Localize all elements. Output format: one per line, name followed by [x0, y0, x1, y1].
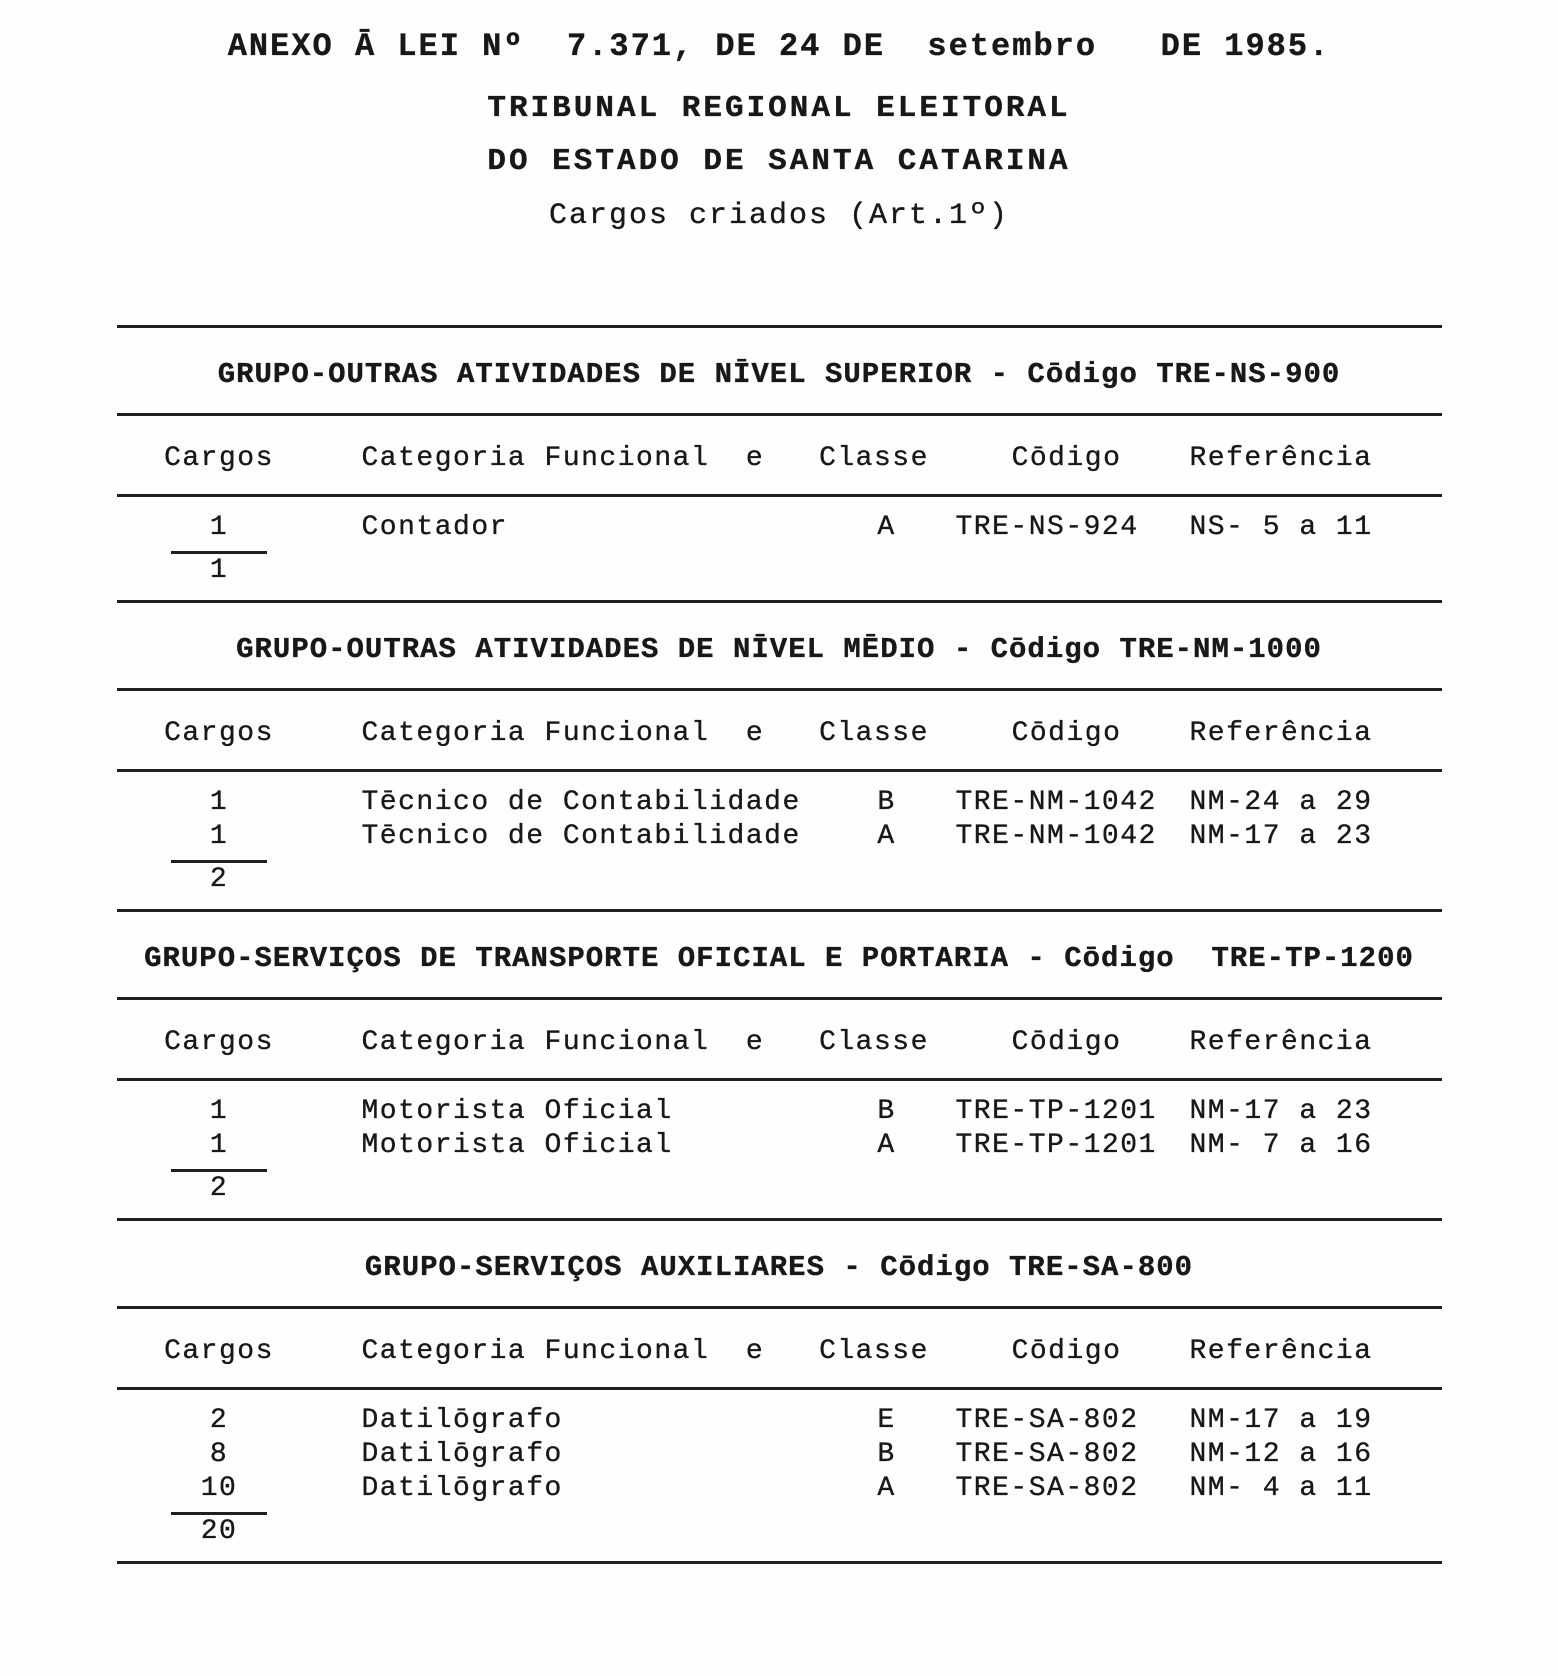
- col-header-cargos: Cargos: [164, 443, 274, 474]
- cell-codigo: TRE-SA-802: [955, 1405, 1139, 1436]
- cell-codigo: TRE-TP-1201: [955, 1130, 1157, 1161]
- col-header-categoria-classe: Categoria Funcional e Classe: [361, 718, 929, 749]
- col-header-codigo: Cōdigo: [1011, 443, 1122, 474]
- cell-classe: B: [877, 787, 896, 818]
- col-header-codigo: Cōdigo: [1011, 1336, 1122, 1367]
- cell-referencia: NM-24 a 29: [1189, 787, 1373, 818]
- cell-cargos: 1: [209, 787, 229, 818]
- group-title: GRUPO-OUTRAS ATIVIDADES DE NĪVEL MĒDIO - Cōdigo TRE-NM-1000: [236, 633, 1322, 666]
- horizontal-rule: [117, 1306, 1442, 1309]
- col-header-referencia: Referência: [1189, 718, 1373, 749]
- cell-classe: A: [877, 1130, 896, 1161]
- column-header-row: [117, 717, 1442, 751]
- horizontal-rule: [117, 909, 1442, 912]
- horizontal-rule: [117, 413, 1442, 416]
- cell-codigo: TRE-NM-1042: [955, 821, 1157, 852]
- document-body: [117, 325, 1442, 1564]
- cell-codigo: TRE-SA-802: [955, 1473, 1139, 1504]
- col-header-cargos: Cargos: [164, 718, 274, 749]
- col-header-cargos: Cargos: [164, 1336, 274, 1367]
- group-section-servicos-auxiliares: [117, 1251, 1442, 1564]
- subtitle-cargos-criados: Cargos criados (Art.1º): [548, 199, 1010, 233]
- table-rows: [117, 1404, 1442, 1506]
- cell-classe: B: [877, 1096, 896, 1127]
- col-header-categoria-classe: Categoria Funcional e Classe: [361, 1336, 929, 1367]
- org-name-line2: DO ESTADO DE SANTA CATARINA: [487, 144, 1071, 179]
- group-title: GRUPO-SERVIÇOS DE TRANSPORTE OFICIAL E PORTARIA - Cōdigo TRE-TP-1200: [144, 942, 1414, 975]
- col-header-codigo: Cōdigo: [1011, 718, 1122, 749]
- cell-cargos: 8: [209, 1439, 229, 1470]
- horizontal-rule: [117, 688, 1442, 691]
- cell-categoria: Tēcnico de Contabilidade: [361, 821, 801, 852]
- cell-cargos: 1: [209, 512, 229, 543]
- section-total: 20: [200, 1516, 238, 1547]
- cell-classe: A: [877, 1473, 896, 1504]
- table-row: [117, 511, 1442, 545]
- section-total-block: [117, 860, 322, 897]
- horizontal-rule: [117, 1078, 1442, 1081]
- cell-categoria: Motorista Oficial: [361, 1096, 673, 1127]
- cell-codigo: TRE-TP-1201: [955, 1096, 1157, 1127]
- horizontal-rule: [117, 1387, 1442, 1390]
- org-name-line1: TRIBUNAL REGIONAL ELEITORAL: [487, 91, 1071, 126]
- table-rows: [117, 1095, 1442, 1163]
- col-header-referencia: Referência: [1189, 443, 1373, 474]
- section-total-block: [117, 1512, 322, 1549]
- group-section-nivel-superior: [117, 358, 1442, 603]
- col-header-categoria-classe: Categoria Funcional e Classe: [361, 443, 929, 474]
- group-section-nivel-medio: [117, 633, 1442, 912]
- col-header-cargos: Cargos: [164, 1027, 274, 1058]
- table-row: [117, 1404, 1442, 1438]
- column-header-row: [117, 442, 1442, 476]
- section-total-block: [117, 551, 322, 588]
- horizontal-rule: [117, 1218, 1442, 1221]
- horizontal-rule: [117, 325, 1442, 328]
- cell-cargos: 1: [209, 1130, 229, 1161]
- annex-title: ANEXO Ā LEI Nº 7.371, DE 24 DE setembro DE 1985.: [227, 28, 1331, 65]
- cell-referencia: NM- 7 a 16: [1189, 1130, 1373, 1161]
- table-row: [117, 786, 1442, 820]
- cell-categoria: Datilōgrafo: [361, 1405, 563, 1436]
- section-total: 2: [209, 864, 229, 895]
- horizontal-rule: [117, 1561, 1442, 1564]
- cell-codigo: TRE-NS-924: [955, 512, 1139, 543]
- column-header-row: [117, 1026, 1442, 1060]
- col-header-referencia: Referência: [1189, 1336, 1373, 1367]
- horizontal-rule: [117, 494, 1442, 497]
- cell-referencia: NM-12 a 16: [1189, 1439, 1373, 1470]
- col-header-categoria-classe: Categoria Funcional e Classe: [361, 1027, 929, 1058]
- cell-classe: B: [877, 1439, 896, 1470]
- cell-classe: E: [877, 1405, 896, 1436]
- horizontal-rule: [117, 600, 1442, 603]
- table-row: [117, 820, 1442, 854]
- cell-cargos: 1: [209, 821, 229, 852]
- cell-codigo: TRE-NM-1042: [955, 787, 1157, 818]
- table-rows: [117, 786, 1442, 854]
- table-row: [117, 1129, 1442, 1163]
- cell-codigo: TRE-SA-802: [955, 1439, 1139, 1470]
- cell-categoria: Contador: [361, 512, 508, 543]
- column-header-row: [117, 1335, 1442, 1369]
- table-row: [117, 1095, 1442, 1129]
- cell-referencia: NM-17 a 23: [1189, 821, 1373, 852]
- cell-classe: A: [877, 512, 896, 543]
- cell-categoria: Motorista Oficial: [361, 1130, 673, 1161]
- section-total: 2: [209, 1173, 229, 1204]
- col-header-codigo: Cōdigo: [1011, 1027, 1122, 1058]
- group-section-transporte-portaria: [117, 942, 1442, 1221]
- table-rows: [117, 511, 1442, 545]
- horizontal-rule: [117, 997, 1442, 1000]
- col-header-referencia: Referência: [1189, 1027, 1373, 1058]
- cell-cargos: 1: [209, 1096, 229, 1127]
- cell-referencia: NM- 4 a 11: [1189, 1473, 1373, 1504]
- cell-cargos: 2: [209, 1405, 229, 1436]
- table-row: [117, 1472, 1442, 1506]
- cell-referencia: NS- 5 a 11: [1189, 512, 1373, 543]
- cell-categoria: Datilōgrafo: [361, 1439, 563, 1470]
- table-row: [117, 1438, 1442, 1472]
- group-title: GRUPO-SERVIÇOS AUXILIARES - Cōdigo TRE-SA-800: [364, 1251, 1194, 1284]
- section-total-block: [117, 1169, 322, 1206]
- group-title: GRUPO-OUTRAS ATIVIDADES DE NĪVEL SUPERIOR - Cōdigo TRE-NS-900: [217, 358, 1341, 391]
- cell-cargos: 10: [200, 1473, 238, 1504]
- cell-classe: A: [877, 821, 896, 852]
- cell-categoria: Datilōgrafo: [361, 1473, 563, 1504]
- cell-categoria: Tēcnico de Contabilidade: [361, 787, 801, 818]
- document-heading: [0, 28, 1558, 233]
- cell-referencia: NM-17 a 23: [1189, 1096, 1373, 1127]
- horizontal-rule: [117, 769, 1442, 772]
- section-total: 1: [209, 555, 229, 586]
- cell-referencia: NM-17 a 19: [1189, 1405, 1373, 1436]
